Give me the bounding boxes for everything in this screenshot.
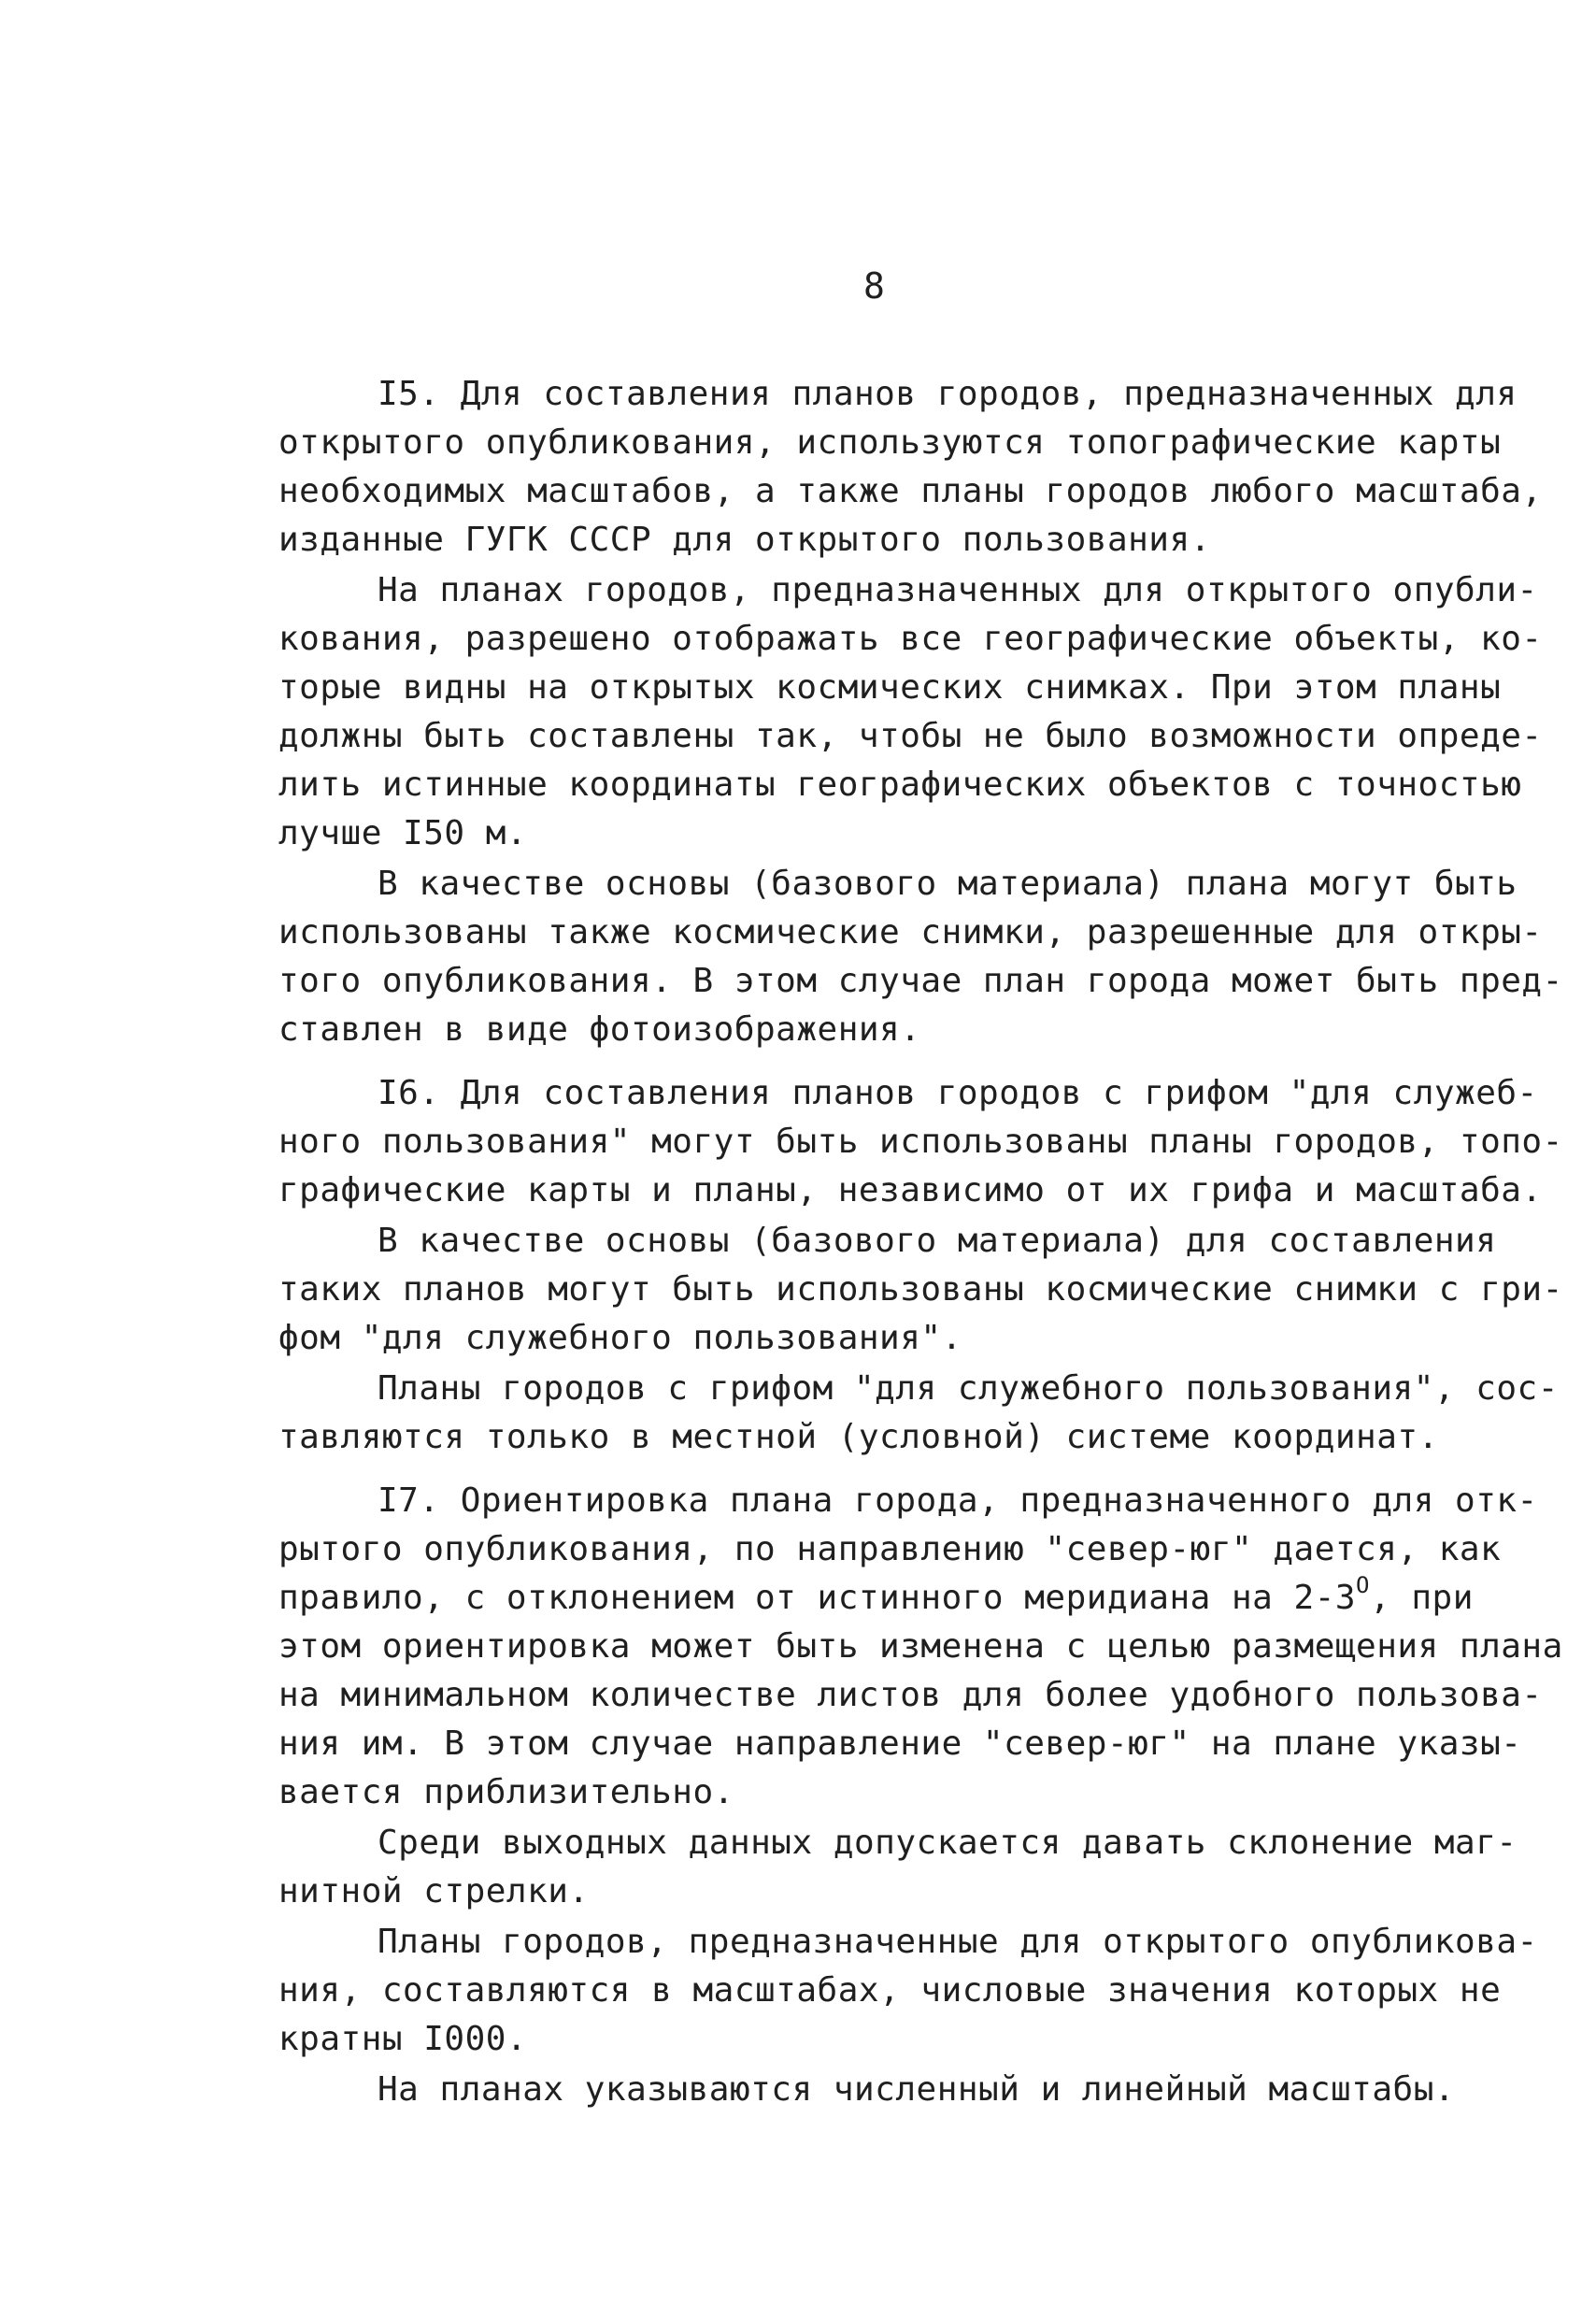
text-line: I5. Для составления планов городов, предназначенных для xyxy=(378,375,1518,413)
text-line: ния, составляются в масштабах, числовые значения которых не xyxy=(278,1971,1502,2010)
text-line: таких планов могут быть использованы космические снимки с гри- xyxy=(278,1270,1563,1309)
text-line: ставлен в виде фотоизображения. xyxy=(278,1010,921,1049)
degree-superscript: O xyxy=(1356,1572,1370,1598)
text-line: необходимых масштабов, а также планы городов любого масштаба, xyxy=(278,472,1543,510)
text-line: ного пользования" могут быть использованы планы городов, топо- xyxy=(278,1123,1563,1161)
text-line: открытого опубликования, используются топографические карты xyxy=(278,423,1502,462)
text-line: на минимальном количестве листов для более удобного пользова- xyxy=(278,1676,1543,1714)
text-line: лучше I50 м. xyxy=(278,814,528,852)
text-line: В качестве основы (базового материала) для составления xyxy=(378,1222,1497,1260)
text-line: I7. Ориентировка плана города, предназначенного для отк- xyxy=(378,1481,1538,1520)
text-line: На планах указываются численный и линейный масштабы. xyxy=(378,2070,1456,2109)
text-line: фом "для служебного пользования". xyxy=(278,1319,962,1357)
text-line: ния им. В этом случае направление "север-юг" на плане указы- xyxy=(278,1724,1522,1763)
text-line: I6. Для составления планов городов с грифом "для служеб- xyxy=(378,1074,1538,1112)
page-number: 8 xyxy=(863,265,885,307)
text-line: этом ориентировка может быть изменена с целью размещения плана xyxy=(278,1627,1563,1666)
text-line: кования, разрешено отображать все географические объекты, ко- xyxy=(278,620,1543,658)
text-line: лить истинные координаты географических объектов с точностью xyxy=(278,766,1522,804)
text-line: использованы также космические снимки, разрешенные для откры- xyxy=(278,913,1543,952)
text-line: должны быть составлены так, чтобы не было возможности опреде- xyxy=(278,717,1543,755)
text-line: рытого опубликования, по направлению "север-юг" дается, как xyxy=(278,1530,1502,1568)
text-line: того опубликования. В этом случае план города может быть пред- xyxy=(278,962,1563,1000)
text-line: изданные ГУГК СССР для открытого пользования. xyxy=(278,521,1211,559)
text-line: графические карты и планы, независимо от их грифа и масштаба. xyxy=(278,1171,1543,1209)
text-fragment: правило, с отклонением от истинного меридиана на 2-3 xyxy=(278,1579,1357,1617)
text-line: Планы городов с грифом "для служебного пользования", сос- xyxy=(378,1369,1559,1408)
text-line: вается приблизительно. xyxy=(278,1773,734,1811)
text-fragment: , при xyxy=(1370,1579,1474,1617)
text-line: торые видны на открытых космических снимках. При этом планы xyxy=(278,668,1502,707)
text-line: нитной стрелки. xyxy=(278,1872,590,1910)
text-line: На планах городов, предназначенных для открытого опубли- xyxy=(378,571,1538,609)
text-line: Среди выходных данных допускается давать склонение маг- xyxy=(378,1824,1518,1862)
text-line-with-degree xyxy=(278,1572,1474,1621)
text-line: кратны I000. xyxy=(278,2020,528,2058)
text-line: В качестве основы (базового материала) плана могут быть xyxy=(378,865,1518,903)
text-line: Планы городов, предназначенные для открытого опубликова- xyxy=(378,1923,1538,1961)
text-line: тавляются только в местной (условной) системе координат. xyxy=(278,1418,1439,1456)
